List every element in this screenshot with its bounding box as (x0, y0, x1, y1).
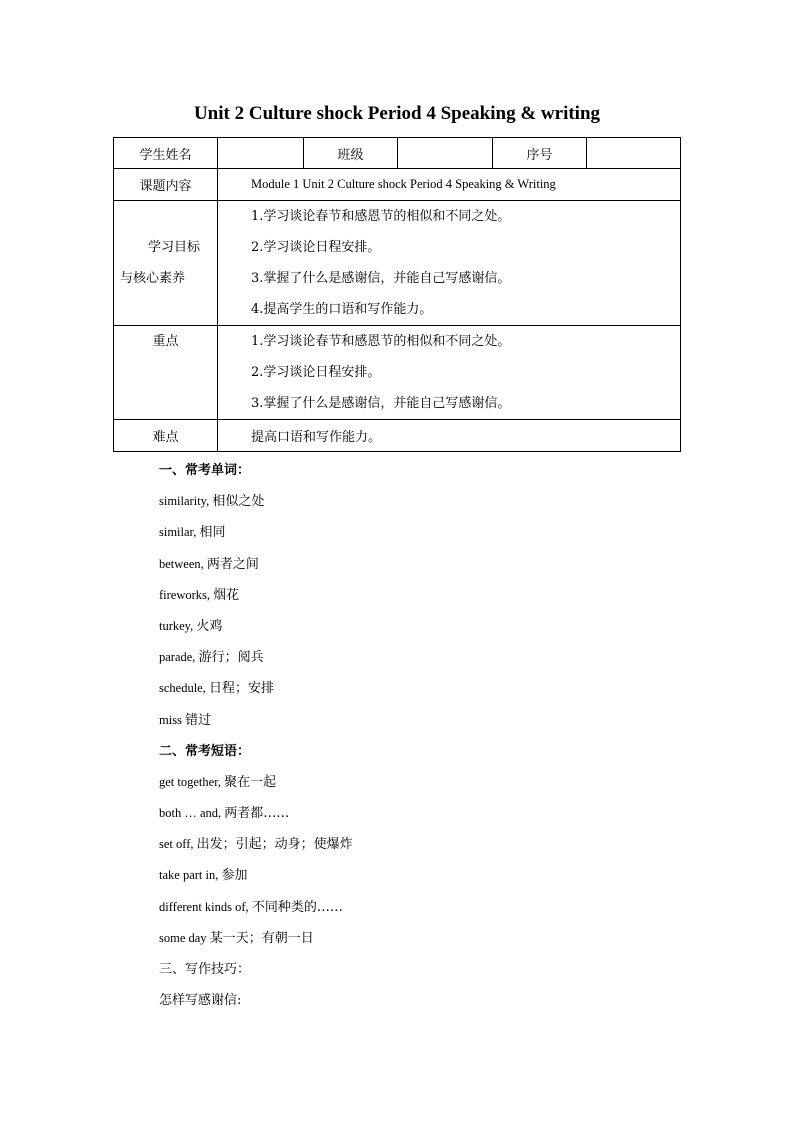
goal-item: 3.掌握了什么是感谢信，并能自己写感谢信。 (251, 271, 511, 286)
key-label: 重点 (114, 326, 218, 420)
goals-list (218, 201, 681, 326)
class-label: 班级 (304, 138, 398, 169)
words-heading: 一、常考单词： (159, 463, 251, 478)
phrase-item: take part in, 参加 (159, 868, 248, 884)
word-item: similar, 相同 (159, 525, 226, 541)
class-field[interactable] (398, 138, 493, 169)
goals-label (114, 201, 218, 326)
phrase-item: set off, 出发；引起；动身；使爆炸 (159, 837, 353, 853)
goal-item: 1.学习谈论春节和感恩节的相似和不同之处。 (251, 209, 511, 224)
goals-label-line2: 与核心素养 (120, 271, 186, 286)
key-point-item: 2.学习谈论日程安排。 (251, 365, 381, 380)
word-item: fireworks, 烟花 (159, 587, 240, 603)
key-point-item: 1.学习谈论春节和感恩节的相似和不同之处。 (251, 334, 511, 349)
word-item: between, 两者之间 (159, 556, 259, 572)
difficulty-label: 难点 (114, 420, 218, 452)
key-point-item: 3.掌握了什么是感谢信，并能自己写感谢信。 (251, 396, 511, 411)
word-item: turkey, 火鸡 (159, 618, 223, 634)
info-table (113, 137, 681, 452)
key-points-list (218, 326, 681, 420)
topic-label: 课题内容 (114, 169, 218, 201)
word-item: similarity, 相似之处 (159, 494, 265, 510)
goals-label-line1: 学习目标 (148, 240, 201, 255)
phrase-item: get together, 聚在一起 (159, 774, 277, 790)
writing-heading: 三、写作技巧： (159, 962, 251, 977)
seat-field[interactable] (587, 138, 681, 169)
phrase-item: some day 某一天；有朝一日 (159, 930, 314, 946)
name-label: 学生姓名 (114, 138, 218, 169)
content-body (159, 455, 719, 1016)
goal-item: 2.学习谈论日程安排。 (251, 240, 381, 255)
difficulty-value: 提高口语和写作能力。 (218, 420, 681, 452)
phrase-item: different kinds of, 不同种类的…… (159, 899, 343, 915)
phrase-item: both … and, 两者都…… (159, 806, 290, 822)
topic-value: Module 1 Unit 2 Culture shock Period 4 Speaking & Writing (218, 169, 681, 201)
word-item: miss 错过 (159, 712, 212, 728)
word-item: parade, 游行；阅兵 (159, 650, 264, 666)
seat-label: 序号 (493, 138, 587, 169)
phrases-heading: 二、常考短语： (159, 743, 251, 759)
name-field[interactable] (218, 138, 304, 169)
page-title: Unit 2 Culture shock Period 4 Speaking & writing (193, 103, 601, 124)
writing-line: 怎样写感谢信: (159, 993, 242, 1009)
word-item: schedule, 日程；安排 (159, 681, 274, 697)
goal-item: 4.提高学生的口语和写作能力。 (251, 302, 433, 317)
